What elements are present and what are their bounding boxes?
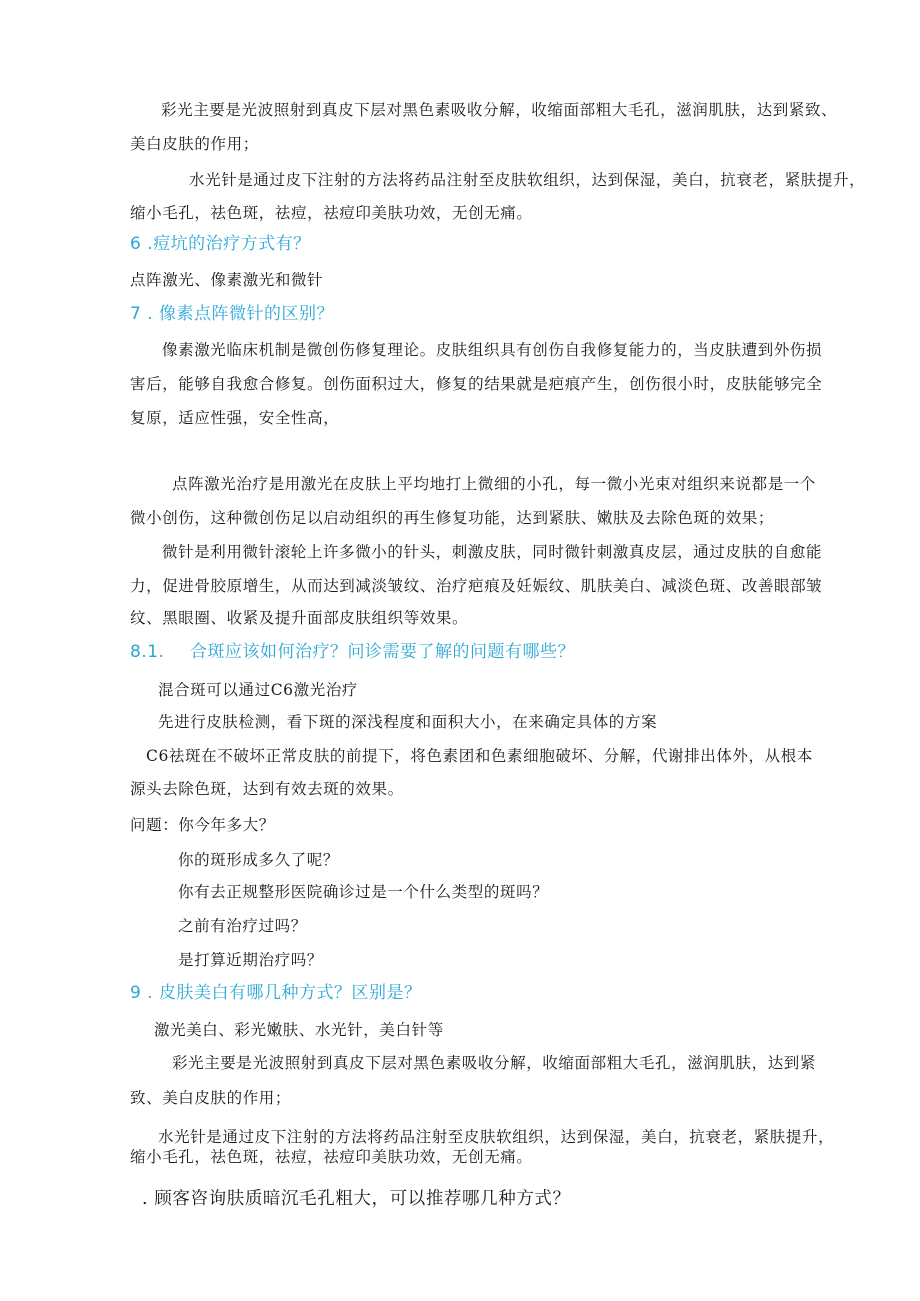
answer-line: 激光美白、彩光嫩肤、水光针，美白针等: [154, 1021, 444, 1039]
paragraph-line: 像素激光临床机制是微创伤修复理论。皮肤组织具有创伤自我修复能力的，当皮肤遭到外伤损: [162, 341, 823, 359]
question-item: 你有去正规整形医院确诊过是一个什么类型的斑吗？: [178, 883, 549, 901]
paragraph-line: 致、美白皮肤的作用；: [130, 1089, 292, 1107]
question-item: 是打算近期治疗吗？: [178, 951, 323, 969]
question-item: 之前有治疗过吗？: [178, 917, 307, 935]
section-heading: 7 . 像素点阵微针的区别？: [130, 304, 335, 324]
paragraph-line: 彩光主要是光波照射到真皮下层对黑色素吸收分解，收缩面部粗大毛孔，滋润肌肤，达到紧致、: [161, 101, 838, 119]
section-heading-number: 8.1.: [130, 642, 165, 662]
paragraph-line: 缩小毛孔，祛色斑，祛痘，祛痘印美肤功效，无创无痛。: [130, 1148, 533, 1166]
paragraph-line: 力，促进骨胶原增生，从而达到减淡皱纹、治疗疤痕及妊娠纹、肌肤美白、减淡色斑、改善眼部皱: [130, 577, 823, 595]
section-heading: 9 . 皮肤美白有哪几种方式？区别是？: [130, 983, 422, 1003]
paragraph-line: 微小创伤，这种微创伤足以启动组织的再生修复功能，达到紧肤、嫩肤及去除色斑的效果；: [130, 509, 775, 527]
paragraph-line: 纹、黑眼圈、收紧及提升面部皮肤组织等效果。: [130, 609, 469, 627]
paragraph-line: 缩小毛孔，祛色斑，祛痘，祛痘印美肤功效，无创无痛。: [130, 204, 533, 222]
question-item: 你的斑形成多久了呢？: [178, 851, 340, 869]
paragraph-line: 美白皮肤的作用；: [130, 135, 259, 153]
section-heading: . 顾客咨询肤质暗沉毛孔粗大，可以推荐哪几种方式？: [142, 1189, 571, 1209]
question-intro: 问题：你今年多大？: [130, 816, 275, 834]
paragraph-line: 微针是利用微针滚轮上许多微小的针头，刺激皮肤，同时微针刺激真皮层，通过皮肤的自愈能: [162, 543, 823, 561]
answer-line: 点阵激光、像素激光和微针: [130, 271, 324, 289]
paragraph-line: 彩光主要是光波照射到真皮下层对黑色素吸收分解，收缩面部粗大毛孔，滋润肌肤，达到紧: [172, 1054, 817, 1072]
paragraph-line: 水光针是通过皮下注射的方法将药品注射至皮肤软组织，达到保湿，美白，抗衰老，紧肤提升，: [189, 171, 866, 189]
paragraph-line: 水光针是通过皮下注射的方法将药品注射至皮肤软组织，达到保湿，美白，抗衰老，紧肤提升，: [158, 1128, 835, 1146]
paragraph-line: 害后，能够自我愈合修复。创伤面积过大，修复的结果就是疤痕产生，创伤很小时，皮肤能够完全: [130, 375, 823, 393]
answer-line: 源头去除色斑，达到有效去斑的效果。: [130, 780, 404, 798]
answer-line: 先进行皮肤检测，看下斑的深浅程度和面积大小，在来确定具体的方案: [158, 713, 658, 731]
answer-line: 混合斑可以通过C6激光治疗: [158, 681, 359, 699]
section-heading: 6 .痘坑的治疗方式有？: [130, 234, 311, 254]
paragraph-line: 复原，适应性强，安全性高，: [130, 409, 340, 427]
section-heading: 合斑应该如何治疗？问诊需要了解的问题有哪些？: [190, 642, 575, 662]
answer-line: C6祛斑在不破坏正常皮肤的前提下，将色素团和色素细胞破坏、分解，代谢排出体外，从根本: [146, 747, 813, 765]
paragraph-line: 点阵激光治疗是用激光在皮肤上平均地打上微细的小孔，每一微小光束对组织来说都是一个: [172, 475, 817, 493]
